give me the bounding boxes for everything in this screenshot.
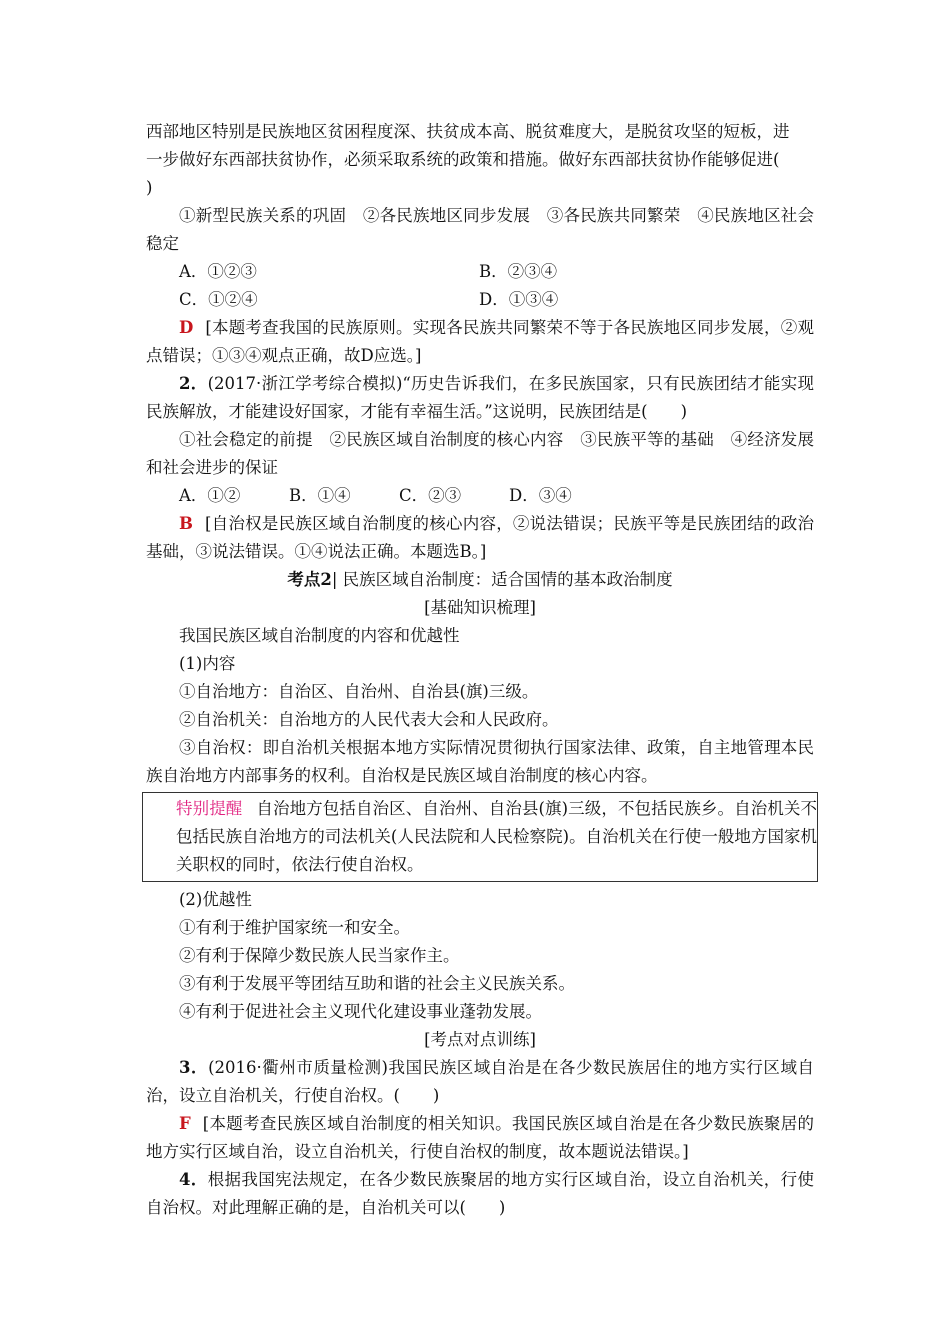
q2-answer-letter: B [179, 514, 193, 533]
subheading-training: [考点对点训练] [424, 1030, 536, 1049]
special-reminder-label: 特别提醒 [176, 799, 243, 818]
section-heading-number: 考点2 [287, 570, 332, 589]
advantage-item-1: ①有利于维护国家统一和安全。 [179, 918, 410, 937]
q1-stem-line-2: 一步做好东西部扶贫协作，必须采取系统的政策和措施。做好东西部扶贫协作能够促进( [146, 150, 780, 169]
q2-stem [146, 370, 814, 426]
q2-option-d: D．③④ [509, 486, 572, 505]
q3-number: 3． [179, 1058, 209, 1077]
advantage-item-4: ④有利于促进社会主义现代化建设事业蓬勃发展。 [179, 1002, 542, 1021]
special-reminder-text: 自治地方包括自治区、自治州、自治县(旗)三级，不包括民族乡。自治机关不包括民族自治地方的司法机关(人民法院和人民检察院)。自治机关在行使一般地方国家机关职权的同时，依法行使自治权。 [176, 799, 818, 874]
special-reminder-box [142, 792, 818, 882]
q4-stem [146, 1166, 814, 1222]
q1-answer-letter: D [179, 318, 194, 337]
q4-number: 4． [179, 1170, 208, 1189]
q1-option-d: D．①③④ [479, 290, 559, 309]
q3-stem-text: (2016·衢州市质量检测)我国民族区域自治是在各少数民族居住的地方实行区域自治，设立自治机关，行使自治权。( ) [146, 1058, 814, 1105]
q1-option-c: C．①②④ [179, 290, 258, 309]
content-item-2: ②自治机关：自治地方的人民代表大会和人民政府。 [179, 710, 559, 729]
q2-option-b: B．①④ [289, 486, 351, 505]
q2-option-a: A．①② [179, 486, 241, 505]
content-title: (1)内容 [179, 654, 236, 673]
q2-option-c: C．②③ [399, 486, 462, 505]
q1-stem [146, 118, 814, 202]
content-item-1: ①自治地方：自治区、自治州、自治县(旗)三级。 [179, 682, 539, 701]
q1-explanation-text: [本题考查我国的民族原则。实现各民族共同繁荣不等于各民族地区同步发展，②观点错误；①③④观点正确，故D应选。] [146, 318, 814, 365]
advantage-item-3: ③有利于发展平等团结互助和谐的社会主义民族关系。 [179, 974, 575, 993]
section-heading [146, 566, 814, 594]
section-heading-separator: | [331, 570, 338, 589]
subheading-basics: [基础知识梳理] [424, 598, 536, 617]
q1-option-b: B．②③④ [479, 262, 558, 281]
q1-answer-explanation [146, 314, 814, 370]
q3-answer-explanation [146, 1110, 814, 1166]
q3-answer-letter: F [179, 1114, 191, 1133]
q1-stem-line-3: ) [146, 178, 153, 197]
q2-options-row [146, 482, 814, 510]
q4-stem-text: 根据我国宪法规定，在各少数民族聚居的地方实行区域自治，设立自治机关，行使自治权。对此理解正确的是，自治机关可以( ) [146, 1170, 814, 1217]
q3-explanation-text: [本题考查民族区域自治制度的相关知识。我国民族区域自治是在各少数民族聚居的地方实行区域自治，设立自治机关，行使自治权的制度，故本题说法错误。] [146, 1114, 814, 1161]
advantage-item-2: ②有利于保障少数民族人民当家作主。 [179, 946, 460, 965]
q1-option-a: A．①②③ [179, 262, 257, 281]
advantages-title: (2)优越性 [179, 890, 252, 909]
q2-answer-explanation [146, 510, 814, 566]
q1-stem-line-1: 西部地区特别是民族地区贫困程度深、扶贫成本高、脱贫难度大，是脱贫攻坚的短板，进 [146, 122, 790, 141]
section-heading-title: 民族区域自治制度：适合国情的基本政治制度 [342, 570, 673, 589]
q2-number: 2． [179, 374, 208, 393]
q1-options-row-1 [146, 258, 814, 286]
q2-items: ①社会稳定的前提 ②民族区域自治制度的核心内容 ③民族平等的基础 ④经济发展和社会进步的保证 [146, 430, 814, 477]
q1-items: ①新型民族关系的巩固 ②各民族地区同步发展 ③各民族共同繁荣 ④民族地区社会稳定 [146, 206, 814, 253]
content-item-3: ③自治权：即自治机关根据本地方实际情况贯彻执行国家法律、政策，自主地管理本民族自治地方内部事务的权利。自治权是民族区域自治制度的核心内容。 [146, 738, 814, 785]
q2-stem-text: (2017·浙江学考综合模拟)“历史告诉我们，在多民族国家，只有民族团结才能实现民族解放，才能建设好国家，才能有幸福生活。”这说明，民族团结是( ) [146, 374, 815, 421]
topic-title: 我国民族区域自治制度的内容和优越性 [179, 626, 460, 645]
document-page [146, 118, 818, 1222]
q2-explanation-text: [自治权是民族区域自治制度的核心内容，②说法错误；民族平等是民族团结的政治基础，③说法错误。①④说法正确。本题选B。] [146, 514, 814, 561]
q1-options-row-2 [146, 286, 814, 314]
q3-stem [146, 1054, 814, 1110]
